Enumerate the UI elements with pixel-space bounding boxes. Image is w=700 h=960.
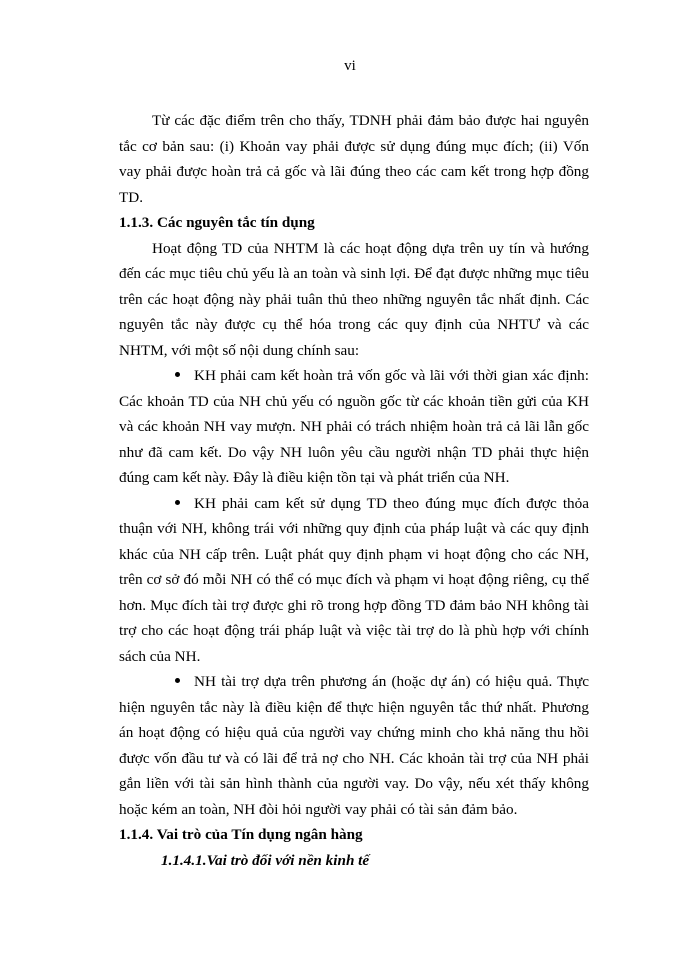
section-heading-1-1-4: 1.1.4. Vai trò của Tín dụng ngân hàng	[119, 826, 363, 843]
subsection-heading-1-1-4-1: 1.1.4.1.Vai trò đối với nền kinh tế	[161, 851, 370, 869]
bullet-dot-icon	[175, 500, 180, 505]
bullet-dot-icon	[175, 678, 180, 683]
bullet-dot-icon	[175, 372, 180, 377]
bullet-item-purpose	[119, 491, 589, 670]
bullet-item-effective-plan	[119, 669, 589, 822]
page-number: vi	[344, 58, 356, 74]
bullet-item-repayment	[119, 363, 589, 491]
section-heading-1-1-3: 1.1.3. Các nguyên tắc tín dụng	[119, 214, 315, 231]
bullet-text: KH phải cam kết hoàn trả vốn gốc và lãi với thời gian xác định: Các khoản TD của NH chủ yếu có nguồn gốc từ các khoản tiền gửi của KH và các khoản NH vay mượn. NH phải có trách nhiệm hoàn trả cả lãi lẫn gốc như đã cam kết. Do vậy NH luôn yêu cầu người nhận TD phải thực hiện đúng cam kết này. Đây là điều kiện tồn tại và phát triển của NH.	[119, 367, 589, 486]
intro-paragraph: Từ các đặc điểm trên cho thấy, TDNH phải đảm bảo được hai nguyên tắc cơ bản sau: (i) Khoản vay phải được sử dụng đúng mục đích; (ii) Vốn vay phải được hoàn trả cả gốc và lãi đúng theo các cam kết trong hợp đồng TD.	[119, 112, 589, 206]
principles-intro-paragraph: Hoạt động TD của NHTM là các hoạt động dựa trên uy tín và hướng đến các mục tiêu chủ yếu là an toàn và sinh lợi. Để đạt được những mục tiêu trên các hoạt động này phải tuân thủ theo những nguyên tắc nhất định. Các nguyên tắc này được cụ thể hóa trong các quy định của NHTƯ và các NHTM, với một số nội dung chính sau:	[119, 239, 589, 359]
bullet-text: NH tài trợ dựa trên phương án (hoặc dự án) có hiệu quả. Thực hiện nguyên tắc này là điều kiện để thực hiện nguyên tắc thứ nhất. Phương án hoạt động có hiệu quả của người vay chứng minh cho khả năng thu hồi được vốn đầu tư và có lãi để trả nợ cho NH. Các khoản tài trợ của NH phải gắn liền với tài sản hình thành của người vay. Do vậy, nếu xét thấy không hoặc kém an toàn, NH đòi hỏi người vay phải có tài sản đảm bảo.	[119, 673, 589, 818]
page-content	[119, 108, 589, 873]
bullet-text: KH phải cam kết sử dụng TD theo đúng mục đích được thỏa thuận với NH, không trái với những quy định của pháp luật và các quy định khác của NH cấp trên. Luật phát quy định phạm vi hoạt động cho các NH, trên cơ sở đó mỗi NH có thể có mục đích và phạm vi hoạt động riêng, cụ thể hơn. Mục đích tài trợ được ghi rõ trong hợp đồng TD đảm bảo NH không tài trợ cho các hoạt động trái pháp luật và việc tài trợ do là phù hợp với chính sách của NH.	[119, 494, 589, 665]
